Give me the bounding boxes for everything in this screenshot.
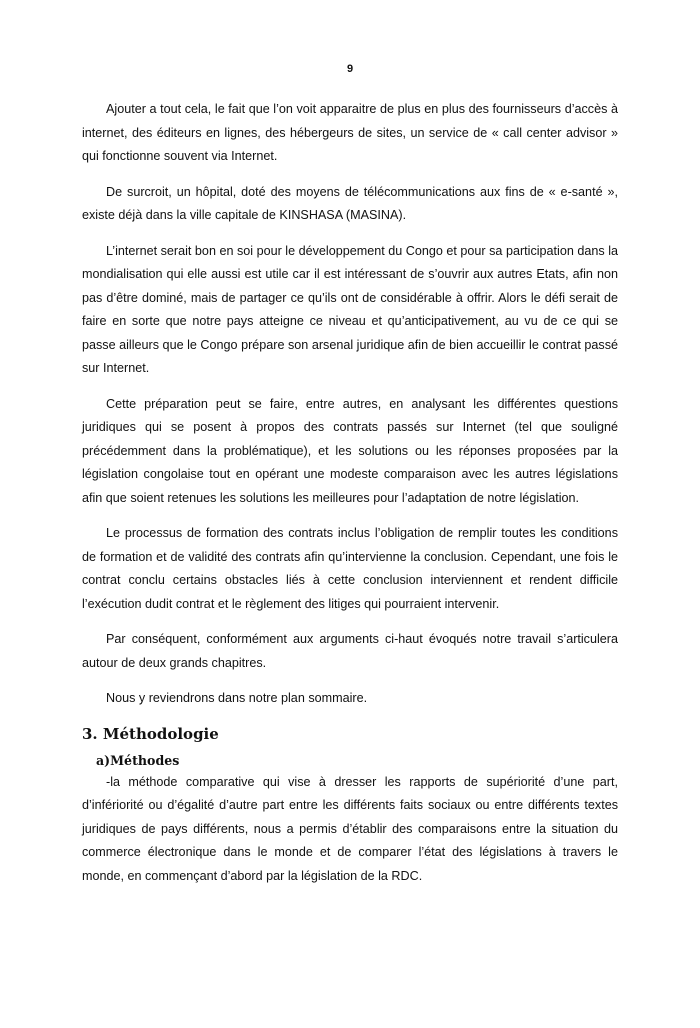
paragraph-2: De surcroit, un hôpital, doté des moyens de télécommunications aux fins de « e-santé », existe déjà dans la ville capitale de KINSHASA (MASINA). — [82, 184, 618, 222]
paragraph-4: Cette préparation peut se faire, entre autres, en analysant les différentes questions juridiques qui se posent à propos des contrats passés sur Internet (tel que souligné précédemment dans la problématique), et les solutions ou les réponses proposées par la législation congolaise tout en opérant une modeste comparaison avec les autres législations afin que soient retenues les solutions les meilleures pour l’adaptation de notre législation. — [82, 396, 618, 505]
paragraph-3: L’internet serait bon en soi pour le développement du Congo et pour sa participation dans la mondialisation qui elle aussi est utile car il est intéressant de s’ouvrir aux autres Etats, afin non pas d’être dominé, mais de partager ce qu’ils ont de considérable à offrir. Alors le défi serait de faire en sorte que notre pays atteigne ce niveau et qu’anticipativement, au vu de ce qui se passe ailleurs que le Congo prépare son arsenal juridique afin de bien accueillir le contrat passé sur Internet. — [82, 243, 618, 375]
subheading-methodes: a)Méthodes — [96, 752, 180, 768]
paragraph-methode-comparative: -la méthode comparative qui vise à dresser les rapports de supériorité d’une part, d’infériorité ou d’égalité d’autre part entre les différents faits sociaux ou entre différents textes juridiques de pays différents, nous a permis d’établir des comparaisons entre la situation du commerce électronique dans le monde et de comparer l’état des législations à travers le monde, en commençant d’abord par la législation de la RDC. — [82, 774, 618, 883]
paragraph-5: Le processus de formation des contrats inclus l’obligation de remplir toutes les conditions de formation et de validité des contrats afin qu’intervienne la conclusion. Cependant, une fois le contrat conclu certains obstacles liés à cette conclusion interviennent et rendent difficile l’exécution dudit contrat et le règlement des litiges qui pourraient intervenir. — [82, 526, 618, 611]
paragraph-7: Nous y reviendrons dans notre plan sommaire. — [106, 691, 368, 705]
page-number: 9 — [346, 63, 354, 75]
document-body — [82, 98, 618, 888]
section-heading-methodologie: 3. Méthodologie — [82, 724, 219, 743]
paragraph-6: Par conséquent, conformément aux arguments ci-haut évoqués notre travail s’articulera autour de deux grands chapitres. — [82, 632, 618, 670]
paragraph-1: Ajouter a tout cela, le fait que l’on voit apparaitre de plus en plus des fournisseurs d’accès à internet, des éditeurs en lignes, des hébergeurs de sites, un service de « call center advisor » qui fonctionne souvent via Internet. — [82, 102, 618, 163]
